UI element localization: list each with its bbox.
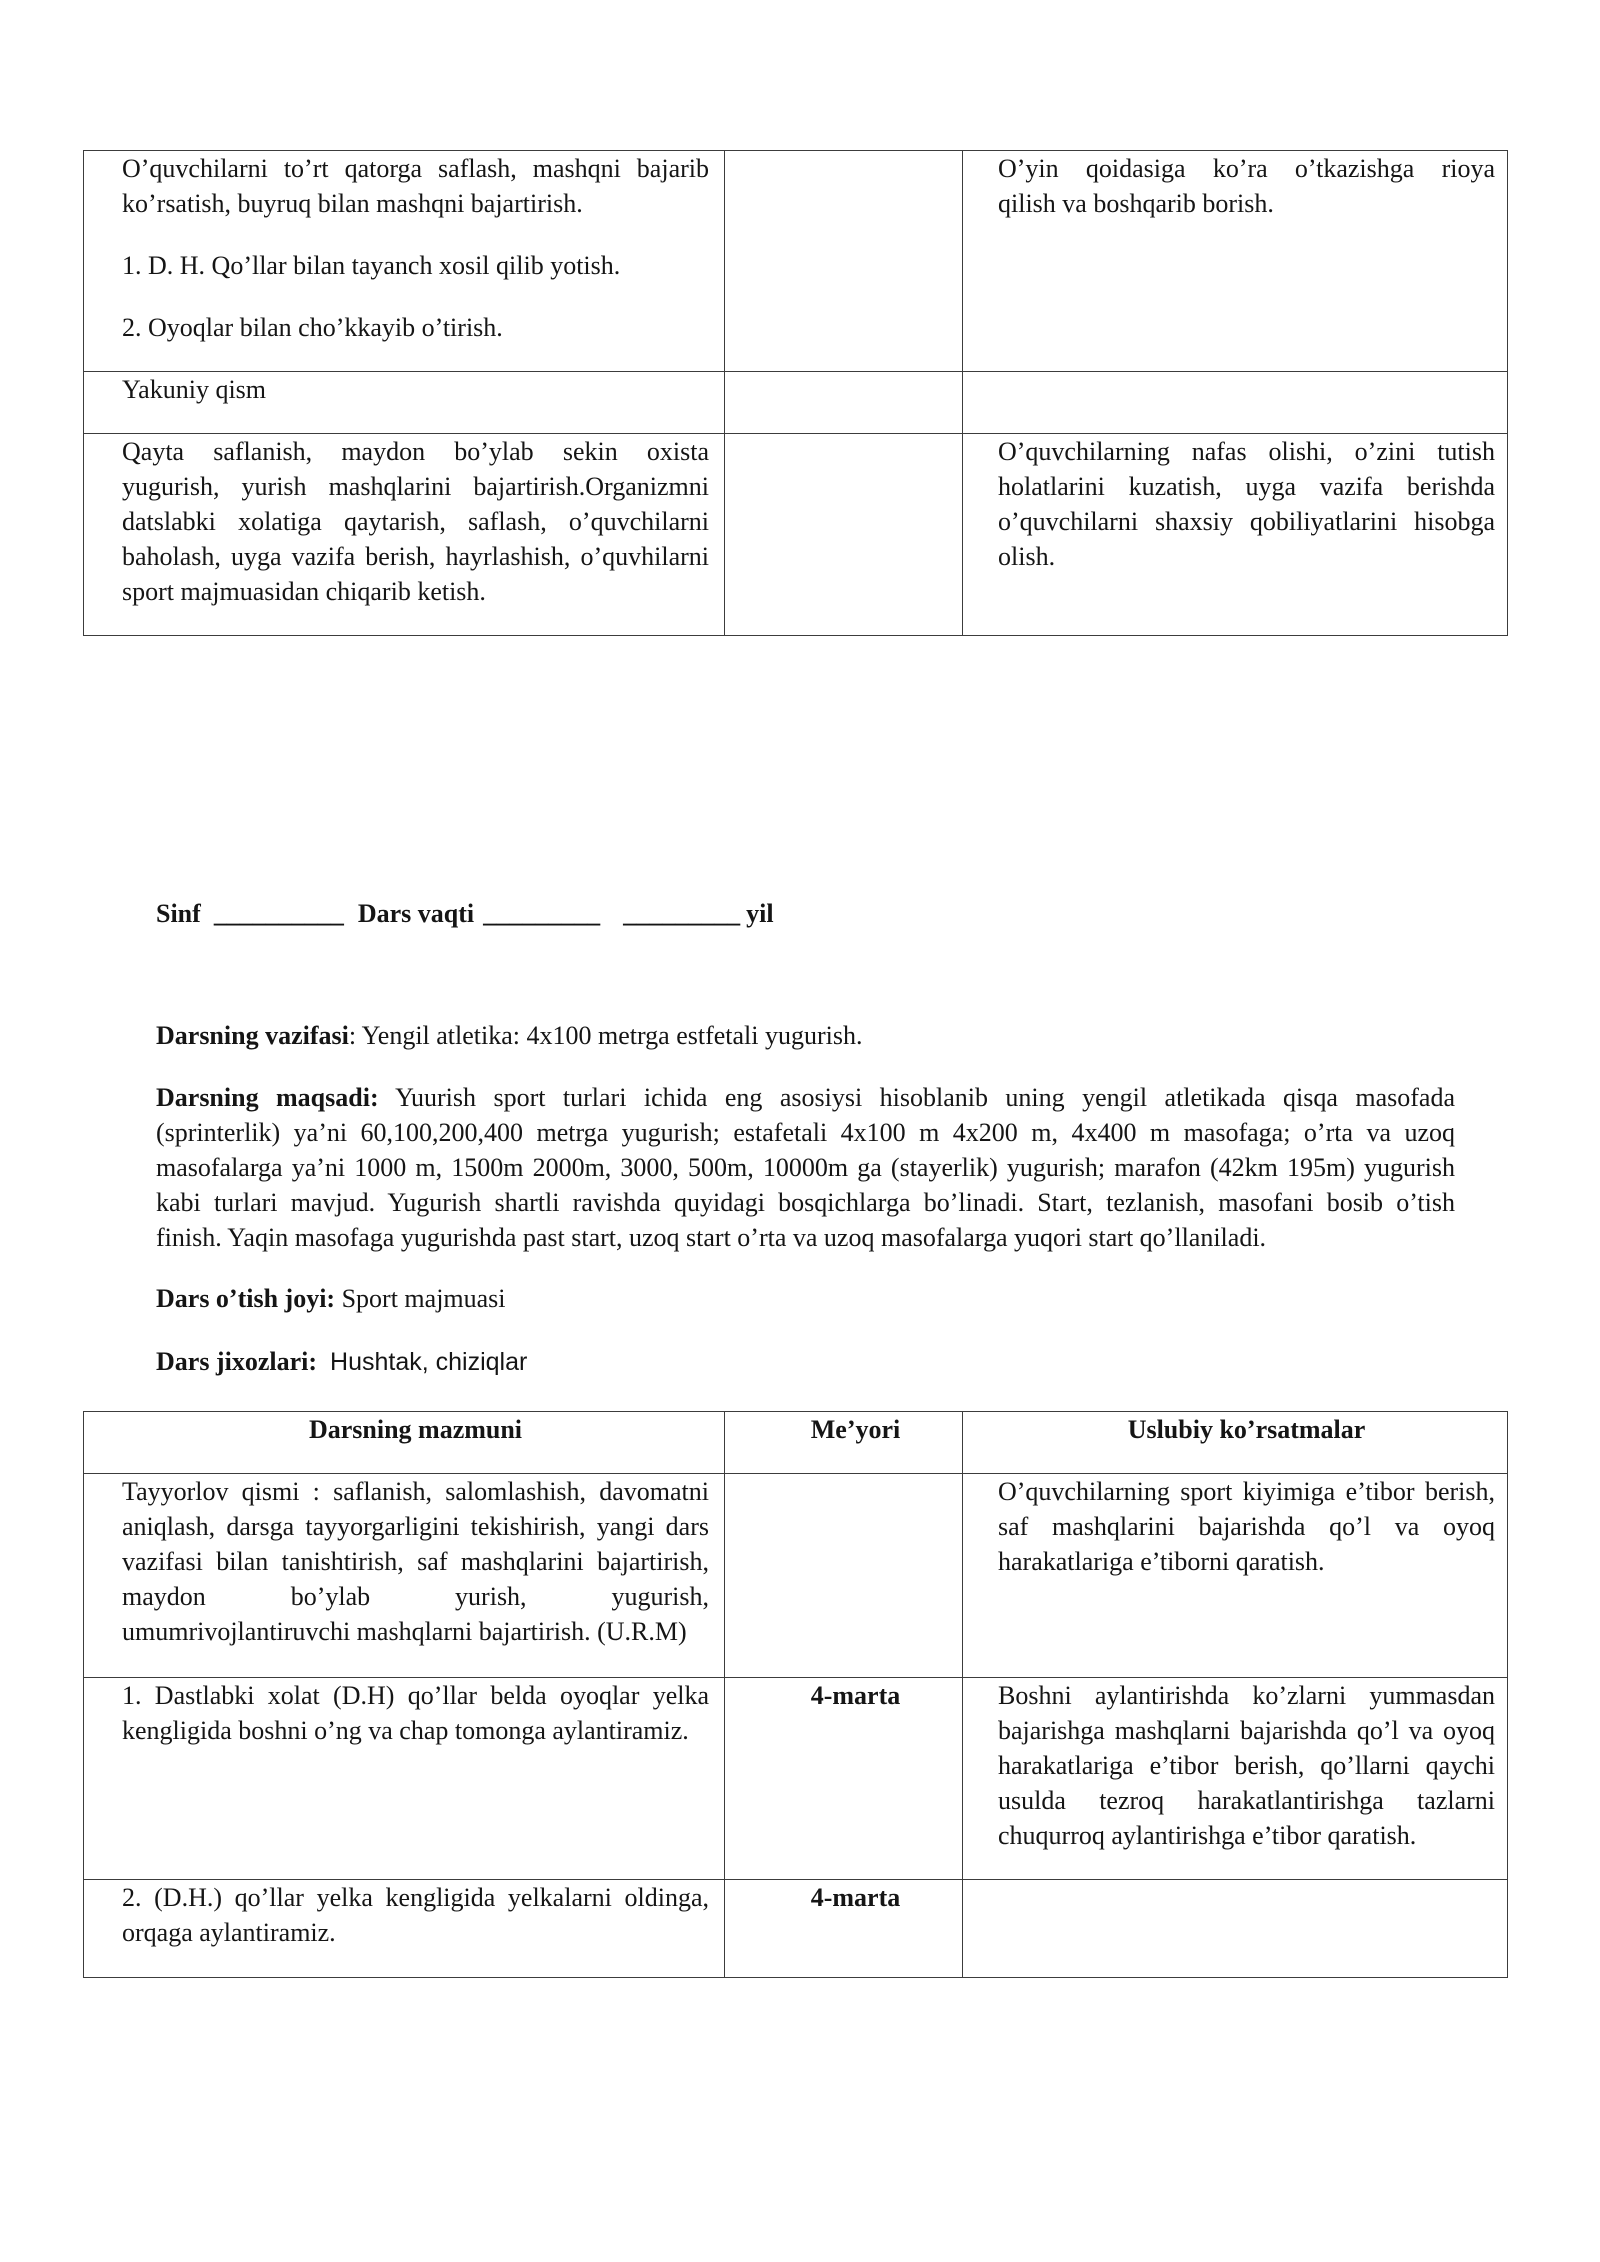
lesson-goal	[156, 1080, 1455, 1255]
lesson-goal-text: Yuurish sport turlari ichida eng asosiysi hisoblanib uning yengil atletikada qisqa masofada	[395, 1083, 1455, 1112]
main-row-1-guidance-cell	[963, 1474, 1508, 1678]
year-blank: _________	[623, 899, 741, 928]
text-line: holatlarini kuzatish, uyga vazifa berishda	[998, 472, 1495, 501]
text-line: bajarishga mashqlarni bajarishda qo’l va oyoq	[998, 1716, 1495, 1745]
header-guidance	[963, 1412, 1508, 1474]
top-row-1-norm-cell	[725, 151, 963, 372]
top-row-3-norm-cell	[725, 434, 963, 636]
text-line: O’quvchilarni to’rt qatorga saflash, mashqni bajarib	[122, 154, 709, 183]
main-row-3-norm: 4-marta	[810, 1883, 901, 1912]
text-line: kabi turlari mavjud. Yugurish shartli ravishda quyidagi bosqichlarga bo’linadi. Start, tezlanish, masofani bosib o’tish	[156, 1188, 1455, 1217]
main-row-2-norm: 4-marta	[810, 1681, 901, 1710]
text-line: kengligida boshni o’ng va chap tomonga aylantiramiz.	[122, 1716, 689, 1745]
main-lesson-table	[83, 1411, 1508, 1978]
header-content-label: Darsning mazmuni	[308, 1415, 523, 1444]
paragraph	[122, 248, 709, 283]
class-blank: __________	[213, 899, 344, 928]
time-label: Dars vaqti	[357, 899, 475, 928]
text-line: aniqlash, darsga tayyorgarligini tekishirish, yangi dars	[122, 1512, 709, 1541]
top-row-2-guidance-cell	[963, 372, 1508, 434]
text-line: o’quvchilarni shaxsiy qobiliyatlarini hisobga	[998, 507, 1495, 536]
paragraph	[998, 151, 1495, 221]
text-line: harakatlariga e’tibor berish, qo’llarni qaychi	[998, 1751, 1495, 1780]
year-label: yil	[746, 899, 774, 928]
text-line: sport majmuasidan chiqarib ketish.	[122, 577, 486, 606]
lesson-place-label: Dars o’tish joyi:	[156, 1284, 336, 1313]
main-row-3-guidance-cell	[963, 1880, 1508, 1978]
text-line: 2. Oyoqlar bilan cho’kkayib o’tirish.	[122, 313, 503, 342]
text-line: ko’rsatish, buyruq bilan mashqni bajartirish.	[122, 189, 583, 218]
text-line: baholash, uyga vazifa berish, hayrlashish, o’quvhilarni	[122, 542, 709, 571]
paragraph	[998, 1678, 1495, 1853]
paragraph	[122, 372, 709, 407]
lesson-task-text: : Yengil atletika: 4x100 metrga estfetali yugurish.	[348, 1021, 863, 1050]
top-row-1-guidance-cell	[963, 151, 1508, 372]
text-line: harakatlariga e’tiborni qaratish.	[998, 1547, 1325, 1576]
top-row-1-content-cell	[84, 151, 725, 372]
text-line: masofalarga ya’ni 1000 m, 1500m 2000m, 3000, 500m, 10000m ga (stayerlik) yugurish; marafon (42km 195m) yugurish	[156, 1153, 1455, 1182]
text-line: Qayta saflanish, maydon bo’ylab sekin oxista	[122, 437, 709, 466]
text-line: O’yin qoidasiga ko’ra o’tkazishga rioya	[998, 154, 1495, 183]
lesson-equipment	[156, 1344, 1455, 1380]
paragraph	[998, 1474, 1495, 1579]
lesson-equipment-label: Dars jixozlari:	[156, 1347, 318, 1376]
text-line: usulda tezroq harakatlantirishga tazlarni	[998, 1786, 1495, 1815]
paragraph	[998, 434, 1495, 574]
top-row-3-guidance-cell	[963, 434, 1508, 636]
text-line: chuqurroq aylantirishga e’tibor qaratish.	[998, 1821, 1417, 1850]
text-line: 1. D. H. Qo’llar bilan tayanch xosil qilib yotish.	[122, 251, 621, 280]
header-guidance-label: Uslubiy ko’rsatmalar	[1127, 1415, 1366, 1444]
paragraph	[122, 310, 709, 345]
header-norm	[725, 1412, 963, 1474]
lesson-place-text: Sport majmuasi	[341, 1284, 506, 1313]
paragraph	[122, 1880, 709, 1950]
text-line: 2. (D.H.) qo’llar yelka kengligida yelkalarni oldinga,	[122, 1883, 709, 1912]
main-row-1-content-cell	[84, 1474, 725, 1678]
header-content	[84, 1412, 725, 1474]
main-row-3-norm-cell	[725, 1880, 963, 1978]
text-line: Yakuniy qism	[122, 375, 267, 404]
text-line: datslabki xolatiga qaytarish, saflash, o’quvchilarni	[122, 507, 709, 536]
text-line: vazifasi bilan tanishtirish, saf mashqlarini bajartirish,	[122, 1547, 709, 1576]
class-time-line	[156, 896, 1455, 931]
paragraph	[122, 1678, 709, 1748]
text-line: Tayyorlov qismi : saflanish, salomlashish, davomatni	[122, 1477, 709, 1506]
top-row-2-norm-cell	[725, 372, 963, 434]
main-row-2-norm-cell	[725, 1678, 963, 1880]
lesson-place	[156, 1281, 1455, 1316]
text-line: (sprinterlik) ya’ni 60,100,200,400 metrga yugurish; estafetali 4x100 m 4x200 m, 4x400 m masofaga; o’rta va uzoq	[156, 1118, 1455, 1147]
text-line: Boshni aylantirishda ko’zlarni yummasdan	[998, 1681, 1495, 1710]
lesson-equipment-text: Hushtak, chiziqlar	[330, 1348, 528, 1376]
paragraph	[122, 434, 709, 609]
text-line: finish. Yaqin masofaga yugurishda past start, uzoq start o’rta va uzoq masofalarga yuqori start qo’llaniladi.	[156, 1223, 1267, 1252]
text-line: saf mashqlarini bajarishda qo’l va oyoq	[998, 1512, 1495, 1541]
class-label: Sinf	[156, 899, 201, 928]
text-line: maydon bo’ylab yurish, yugurish,	[122, 1582, 709, 1611]
paragraph	[122, 1474, 709, 1649]
text-line: umumrivojlantiruvchi mashqlarni bajartirish. (U.R.M)	[122, 1617, 687, 1646]
text-line: O’quvchilarning sport kiyimiga e’tibor berish,	[998, 1477, 1495, 1506]
lesson-task	[156, 1018, 1455, 1053]
main-row-2-guidance-cell	[963, 1678, 1508, 1880]
text-line: orqaga aylantiramiz.	[122, 1918, 336, 1947]
main-row-1-norm-cell	[725, 1474, 963, 1678]
top-row-2-content-cell	[84, 372, 725, 434]
text-line: qilish va boshqarib borish.	[998, 189, 1274, 218]
text-line: yugurish, yurish mashqlarini bajartirish.Organizmni	[122, 472, 709, 501]
text-line: O’quvchilarning nafas olishi, o’zini tutish	[998, 437, 1495, 466]
top-lesson-table	[83, 150, 1508, 636]
header-norm-label: Me’yori	[810, 1415, 901, 1444]
text-line: olish.	[998, 542, 1056, 571]
paragraph	[122, 151, 709, 221]
lesson-task-label: Darsning vazifasi	[156, 1021, 349, 1050]
top-row-3-content-cell	[84, 434, 725, 636]
lesson-goal-label: Darsning maqsadi:	[156, 1083, 379, 1112]
main-row-2-content-cell	[84, 1678, 725, 1880]
time-blank: _________	[483, 899, 601, 928]
text-line: 1. Dastlabki xolat (D.H) qo’llar belda oyoqlar yelka	[122, 1681, 709, 1710]
text-line	[156, 1080, 1455, 1115]
main-row-3-content-cell	[84, 1880, 725, 1978]
